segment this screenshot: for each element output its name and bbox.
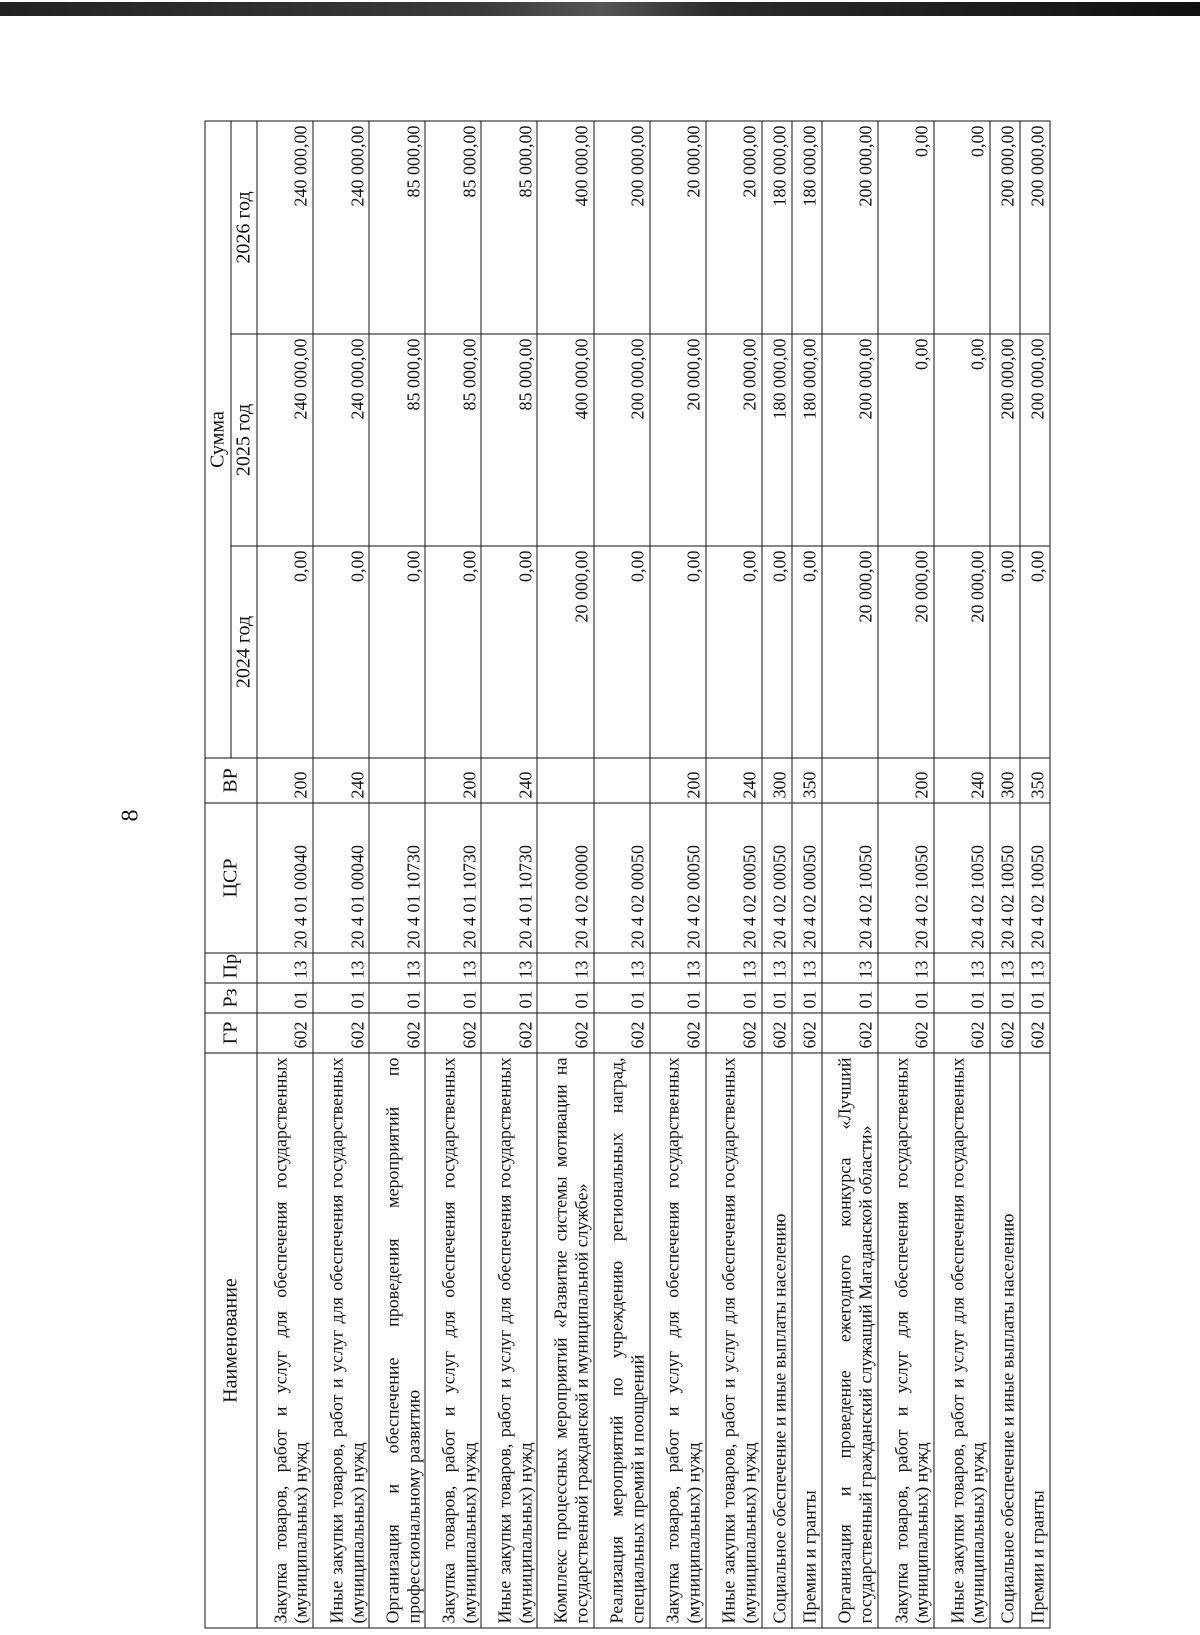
row-sum-2026: 85 000,00 xyxy=(369,121,425,334)
row-sum-2024: 20 000,00 xyxy=(933,546,989,758)
row-gr: 602 xyxy=(877,1013,933,1053)
header-rz: Рз xyxy=(205,983,257,1013)
row-rz: 01 xyxy=(537,983,593,1013)
table-row xyxy=(481,121,537,1628)
row-sum-2024: 0,00 xyxy=(481,546,537,758)
row-sum-2026: 200 000,00 xyxy=(1019,121,1049,334)
row-gr: 602 xyxy=(313,1013,369,1053)
row-vr: 200 xyxy=(877,758,933,803)
row-gr: 602 xyxy=(481,1013,537,1053)
row-sum-2025: 200 000,00 xyxy=(593,334,649,546)
row-sum-2024: 0,00 xyxy=(649,546,705,758)
header-year-2025: 2025 год xyxy=(231,334,257,546)
row-gr: 602 xyxy=(990,1013,1020,1053)
row-name: Организация и обеспечение проведения мероприятий по профессиональному развитию xyxy=(369,1053,425,1628)
row-csr: 20 4 02 00050 xyxy=(761,803,791,953)
row-sum-2025: 85 000,00 xyxy=(425,334,481,546)
table-row xyxy=(705,121,761,1628)
table-row xyxy=(313,121,369,1628)
row-sum-2024: 0,00 xyxy=(705,546,761,758)
row-name: Комплекс процессных мероприятий «Развитие системы мотивации на государственной гражданской и муниципальной службе» xyxy=(537,1053,593,1628)
row-sum-2026: 400 000,00 xyxy=(537,121,593,334)
row-sum-2026: 240 000,00 xyxy=(257,121,313,334)
header-pr: Пр xyxy=(205,953,257,983)
row-sum-2024: 0,00 xyxy=(1019,546,1049,758)
budget-table xyxy=(204,120,1050,1628)
row-sum-2026: 200 000,00 xyxy=(990,121,1020,334)
row-sum-2026: 0,00 xyxy=(933,121,989,334)
row-gr: 602 xyxy=(705,1013,761,1053)
row-csr: 20 4 02 10050 xyxy=(990,803,1020,953)
row-sum-2025: 85 000,00 xyxy=(481,334,537,546)
row-sum-2025: 0,00 xyxy=(877,334,933,546)
table-row xyxy=(821,121,877,1628)
row-sum-2025: 20 000,00 xyxy=(649,334,705,546)
row-pr: 13 xyxy=(990,953,1020,983)
row-sum-2025: 0,00 xyxy=(933,334,989,546)
row-pr: 13 xyxy=(257,953,313,983)
row-sum-2026: 180 000,00 xyxy=(761,121,791,334)
row-gr: 602 xyxy=(761,1013,791,1053)
row-sum-2025: 180 000,00 xyxy=(791,334,821,546)
row-csr: 20 4 02 10050 xyxy=(877,803,933,953)
row-vr: 300 xyxy=(761,758,791,803)
row-name: Иные закупки товаров, работ и услуг для обеспечения государственных (муниципальных) нужд xyxy=(481,1053,537,1628)
row-sum-2025: 200 000,00 xyxy=(1019,334,1049,546)
row-csr: 20 4 02 10050 xyxy=(1019,803,1049,953)
row-rz: 01 xyxy=(791,983,821,1013)
row-pr: 13 xyxy=(1019,953,1049,983)
row-vr: 240 xyxy=(481,758,537,803)
row-gr: 602 xyxy=(537,1013,593,1053)
row-name: Закупка товаров, работ и услуг для обеспечения государственных (муниципальных) нужд xyxy=(649,1053,705,1628)
row-sum-2026: 200 000,00 xyxy=(593,121,649,334)
row-pr: 13 xyxy=(705,953,761,983)
row-vr: 200 xyxy=(649,758,705,803)
header-gr: ГР xyxy=(205,1013,257,1053)
row-sum-2025: 200 000,00 xyxy=(990,334,1020,546)
row-pr: 13 xyxy=(933,953,989,983)
row-pr: 13 xyxy=(537,953,593,983)
scan-edge-artifact xyxy=(0,2,1200,16)
row-vr: 240 xyxy=(313,758,369,803)
row-name: Премии и гранты xyxy=(1019,1053,1049,1628)
row-sum-2026: 85 000,00 xyxy=(425,121,481,334)
row-sum-2026: 0,00 xyxy=(877,121,933,334)
row-name: Организация и проведение ежегодного конкурса «Лучший государственный гражданский служащий Магаданской области» xyxy=(821,1053,877,1628)
row-sum-2024: 0,00 xyxy=(761,546,791,758)
row-sum-2024: 0,00 xyxy=(791,546,821,758)
row-sum-2026: 200 000,00 xyxy=(821,121,877,334)
row-gr: 602 xyxy=(821,1013,877,1053)
row-name: Закупка товаров, работ и услуг для обеспечения государственных (муниципальных) нужд xyxy=(257,1053,313,1628)
table-row xyxy=(877,121,933,1628)
row-vr: 350 xyxy=(1019,758,1049,803)
row-vr xyxy=(593,758,649,803)
table-body xyxy=(257,121,1050,1628)
row-sum-2024: 0,00 xyxy=(990,546,1020,758)
row-sum-2026: 20 000,00 xyxy=(705,121,761,334)
row-sum-2024: 0,00 xyxy=(369,546,425,758)
row-rz: 01 xyxy=(257,983,313,1013)
row-csr: 20 4 02 10050 xyxy=(933,803,989,953)
row-pr: 13 xyxy=(649,953,705,983)
row-name: Реализация мероприятий по учреждению региональных наград, специальных премий и поощрений xyxy=(593,1053,649,1628)
rotated-table-wrapper xyxy=(204,122,1050,1629)
row-vr: 200 xyxy=(257,758,313,803)
row-rz: 01 xyxy=(821,983,877,1013)
row-pr: 13 xyxy=(593,953,649,983)
row-rz: 01 xyxy=(761,983,791,1013)
row-sum-2025: 200 000,00 xyxy=(821,334,877,546)
table-row xyxy=(1019,121,1049,1628)
row-name: Премии и гранты xyxy=(791,1053,821,1628)
row-pr: 13 xyxy=(791,953,821,983)
header-name: Наименование xyxy=(205,1053,257,1628)
row-vr xyxy=(369,758,425,803)
row-rz: 01 xyxy=(705,983,761,1013)
header-csr: ЦСР xyxy=(205,803,257,953)
row-name: Иные закупки товаров, работ и услуг для обеспечения государственных (муниципальных) нужд xyxy=(933,1053,989,1628)
row-csr: 20 4 02 00050 xyxy=(649,803,705,953)
row-csr: 20 4 02 00050 xyxy=(593,803,649,953)
row-rz: 01 xyxy=(481,983,537,1013)
row-name: Социальное обеспечение и иные выплаты населению xyxy=(990,1053,1020,1628)
row-csr: 20 4 02 00050 xyxy=(791,803,821,953)
row-pr: 13 xyxy=(481,953,537,983)
row-vr xyxy=(537,758,593,803)
row-vr: 300 xyxy=(990,758,1020,803)
table-row xyxy=(257,121,313,1628)
table-header xyxy=(205,121,257,1628)
row-sum-2025: 240 000,00 xyxy=(313,334,369,546)
row-vr: 240 xyxy=(705,758,761,803)
row-name: Социальное обеспечение и иные выплаты населению xyxy=(761,1053,791,1628)
row-name: Иные закупки товаров, работ и услуг для обеспечения государственных (муниципальных) нужд xyxy=(705,1053,761,1628)
row-rz: 01 xyxy=(593,983,649,1013)
row-vr xyxy=(821,758,877,803)
row-vr: 350 xyxy=(791,758,821,803)
row-pr: 13 xyxy=(425,953,481,983)
row-pr: 13 xyxy=(877,953,933,983)
table-row xyxy=(933,121,989,1628)
row-name: Иные закупки товаров, работ и услуг для обеспечения государственных (муниципальных) нужд xyxy=(313,1053,369,1628)
row-rz: 01 xyxy=(425,983,481,1013)
row-rz: 01 xyxy=(877,983,933,1013)
row-gr: 602 xyxy=(425,1013,481,1053)
table-row xyxy=(593,121,649,1628)
row-rz: 01 xyxy=(313,983,369,1013)
row-sum-2024: 20 000,00 xyxy=(877,546,933,758)
row-gr: 602 xyxy=(791,1013,821,1053)
page-number: 8 xyxy=(117,809,144,822)
table-row xyxy=(369,121,425,1628)
row-name: Закупка товаров, работ и услуг для обеспечения государственных (муниципальных) нужд xyxy=(877,1053,933,1628)
row-csr: 20 4 01 00040 xyxy=(313,803,369,953)
header-sum: Сумма xyxy=(205,121,231,758)
row-gr: 602 xyxy=(649,1013,705,1053)
row-rz: 01 xyxy=(1019,983,1049,1013)
row-sum-2025: 180 000,00 xyxy=(761,334,791,546)
row-sum-2024: 20 000,00 xyxy=(537,546,593,758)
row-rz: 01 xyxy=(933,983,989,1013)
row-gr: 602 xyxy=(257,1013,313,1053)
row-csr: 20 4 02 00050 xyxy=(705,803,761,953)
row-sum-2025: 85 000,00 xyxy=(369,334,425,546)
row-pr: 13 xyxy=(313,953,369,983)
table-row xyxy=(761,121,791,1628)
header-year-2024: 2024 год xyxy=(231,546,257,758)
row-sum-2024: 20 000,00 xyxy=(821,546,877,758)
row-gr: 602 xyxy=(369,1013,425,1053)
table-row xyxy=(649,121,705,1628)
row-csr: 20 4 01 00040 xyxy=(257,803,313,953)
row-sum-2024: 0,00 xyxy=(257,546,313,758)
row-sum-2024: 0,00 xyxy=(593,546,649,758)
row-pr: 13 xyxy=(369,953,425,983)
row-sum-2026: 20 000,00 xyxy=(649,121,705,334)
row-vr: 200 xyxy=(425,758,481,803)
row-gr: 602 xyxy=(593,1013,649,1053)
row-csr: 20 4 02 00000 xyxy=(537,803,593,953)
row-sum-2026: 85 000,00 xyxy=(481,121,537,334)
row-csr: 20 4 01 10730 xyxy=(481,803,537,953)
row-gr: 602 xyxy=(1019,1013,1049,1053)
row-name: Закупка товаров, работ и услуг для обеспечения государственных (муниципальных) нужд xyxy=(425,1053,481,1628)
row-sum-2024: 0,00 xyxy=(425,546,481,758)
table-row xyxy=(425,121,481,1628)
row-sum-2025: 400 000,00 xyxy=(537,334,593,546)
row-sum-2026: 240 000,00 xyxy=(313,121,369,334)
row-sum-2026: 180 000,00 xyxy=(791,121,821,334)
row-csr: 20 4 02 10050 xyxy=(821,803,877,953)
row-gr: 602 xyxy=(933,1013,989,1053)
row-rz: 01 xyxy=(990,983,1020,1013)
row-csr: 20 4 01 10730 xyxy=(369,803,425,953)
row-rz: 01 xyxy=(369,983,425,1013)
header-year-2026: 2026 год xyxy=(231,121,257,334)
row-csr: 20 4 01 10730 xyxy=(425,803,481,953)
row-sum-2025: 20 000,00 xyxy=(705,334,761,546)
row-sum-2025: 240 000,00 xyxy=(257,334,313,546)
row-vr: 240 xyxy=(933,758,989,803)
header-vr: ВР xyxy=(205,758,257,803)
row-pr: 13 xyxy=(821,953,877,983)
table-row xyxy=(537,121,593,1628)
table-row xyxy=(990,121,1020,1628)
row-rz: 01 xyxy=(649,983,705,1013)
table-row xyxy=(791,121,821,1628)
row-pr: 13 xyxy=(761,953,791,983)
row-sum-2024: 0,00 xyxy=(313,546,369,758)
